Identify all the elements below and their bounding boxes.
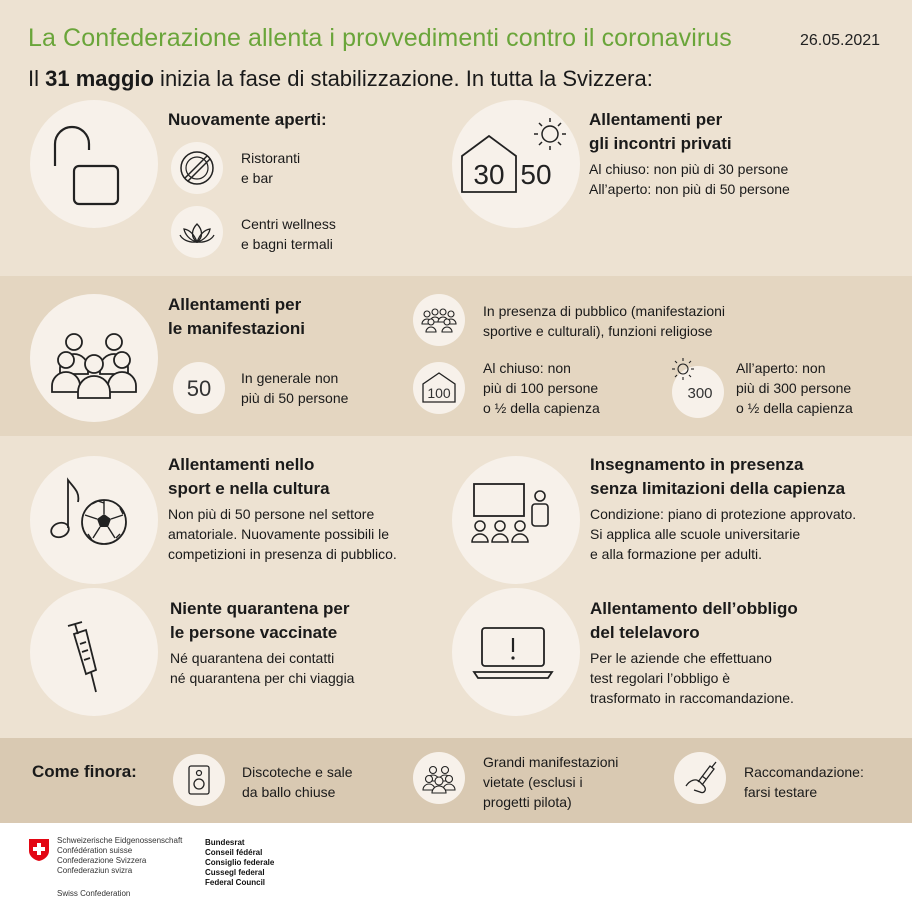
music-football-icon	[30, 456, 158, 584]
confederation-names: Schweizerische Eidgenossenschaft Confédération suisse Confederazione Svizzera Confederaziun svizra	[57, 836, 183, 875]
speaker-icon	[173, 754, 225, 806]
events-heading: Allentamenti per le manifestazioni	[168, 295, 305, 338]
outdoor-text: All’aperto: non più di 300 persone o ½ della capienza	[736, 360, 853, 416]
quarantine-text: Né quarantena dei contatti né quarantena per chi viaggia	[170, 650, 355, 686]
date: 26.05.2021	[800, 32, 881, 49]
federal-council: Bundesrat Conseil fédéral Consiglio federale Cussegl federal Federal Council	[205, 838, 275, 887]
outdoor-50-number: 50	[520, 159, 552, 190]
private-text: Al chiuso: non più di 30 persone All’aperto: non più di 50 persone	[589, 161, 790, 197]
open-padlock-icon	[30, 100, 158, 228]
audience-icon	[413, 294, 465, 346]
wellness-text: Centri wellness e bagni termali	[241, 216, 336, 252]
sport-text: Non più di 50 persone nel settore amatoriale. Nuovamente possibili le competizioni in presenza di pubblico.	[168, 506, 397, 562]
syringe-icon	[30, 588, 158, 716]
big-events-text: Grandi manifestazioni vietate (esclusi i progetti pilota)	[483, 754, 619, 810]
subtitle: Il 31 maggio inizia la fase di stabilizzazione. In tutta la Svizzera:	[28, 66, 653, 91]
sport-heading: Allentamenti nello sport e nella cultura	[168, 455, 330, 498]
svg-text:100: 100	[427, 385, 451, 401]
svg-text:50: 50	[186, 376, 212, 401]
swiss-confederation: Swiss Confederation	[57, 889, 131, 898]
page-title: La Confederazione allenta i provvedimenti contro il coronavirus	[28, 24, 732, 52]
svg-text:300: 300	[687, 385, 713, 402]
general-50-icon	[173, 362, 225, 414]
teaching-heading: Insegnamento in presenza senza limitazioni della capienza	[590, 455, 846, 498]
sun-icon	[668, 354, 698, 384]
general-text: In generale non più di 50 persone	[241, 370, 349, 406]
crowd-icon	[30, 294, 158, 422]
private-heading: Allentamenti per gli incontri privati	[589, 110, 732, 153]
indoor-text: Al chiuso: non più di 100 persone o ½ della capienza	[483, 360, 600, 416]
crowd-icon-small	[413, 752, 465, 804]
house-sun-icon	[452, 100, 580, 228]
swiss-coat-of-arms-icon	[28, 838, 50, 862]
plate-cutlery-icon	[171, 142, 223, 194]
laptop-alert-icon	[452, 588, 580, 716]
house-100-icon	[413, 362, 465, 414]
disco-text: Discoteche e sale da ballo chiuse	[242, 764, 353, 800]
open-heading: Nuovamente aperti:	[168, 110, 327, 129]
classroom-icon	[452, 456, 580, 584]
as-before-heading: Come finora:	[32, 762, 137, 781]
indoor-30-number: 30	[473, 159, 505, 190]
public-text: In presenza di pubblico (manifestazioni sportive e culturali), funzioni religiose	[483, 303, 726, 339]
telework-heading: Allentamento dell’obbligo del telelavoro	[590, 599, 798, 642]
teaching-text: Condizione: piano di protezione approvato. Si applica alle scuole universitarie e alla formazione per adulti.	[590, 506, 857, 562]
telework-text: Per le aziende che effettuano test regolari l’obbligo è trasformato in raccomandazione.	[590, 650, 794, 706]
lotus-icon	[171, 206, 223, 258]
restaurants-text: Ristoranti e bar	[241, 150, 301, 186]
quarantine-heading: Niente quarantena per le persone vaccinate	[170, 599, 350, 642]
test-text: Raccomandazione: farsi testare	[744, 764, 864, 800]
test-swab-icon	[674, 752, 726, 804]
